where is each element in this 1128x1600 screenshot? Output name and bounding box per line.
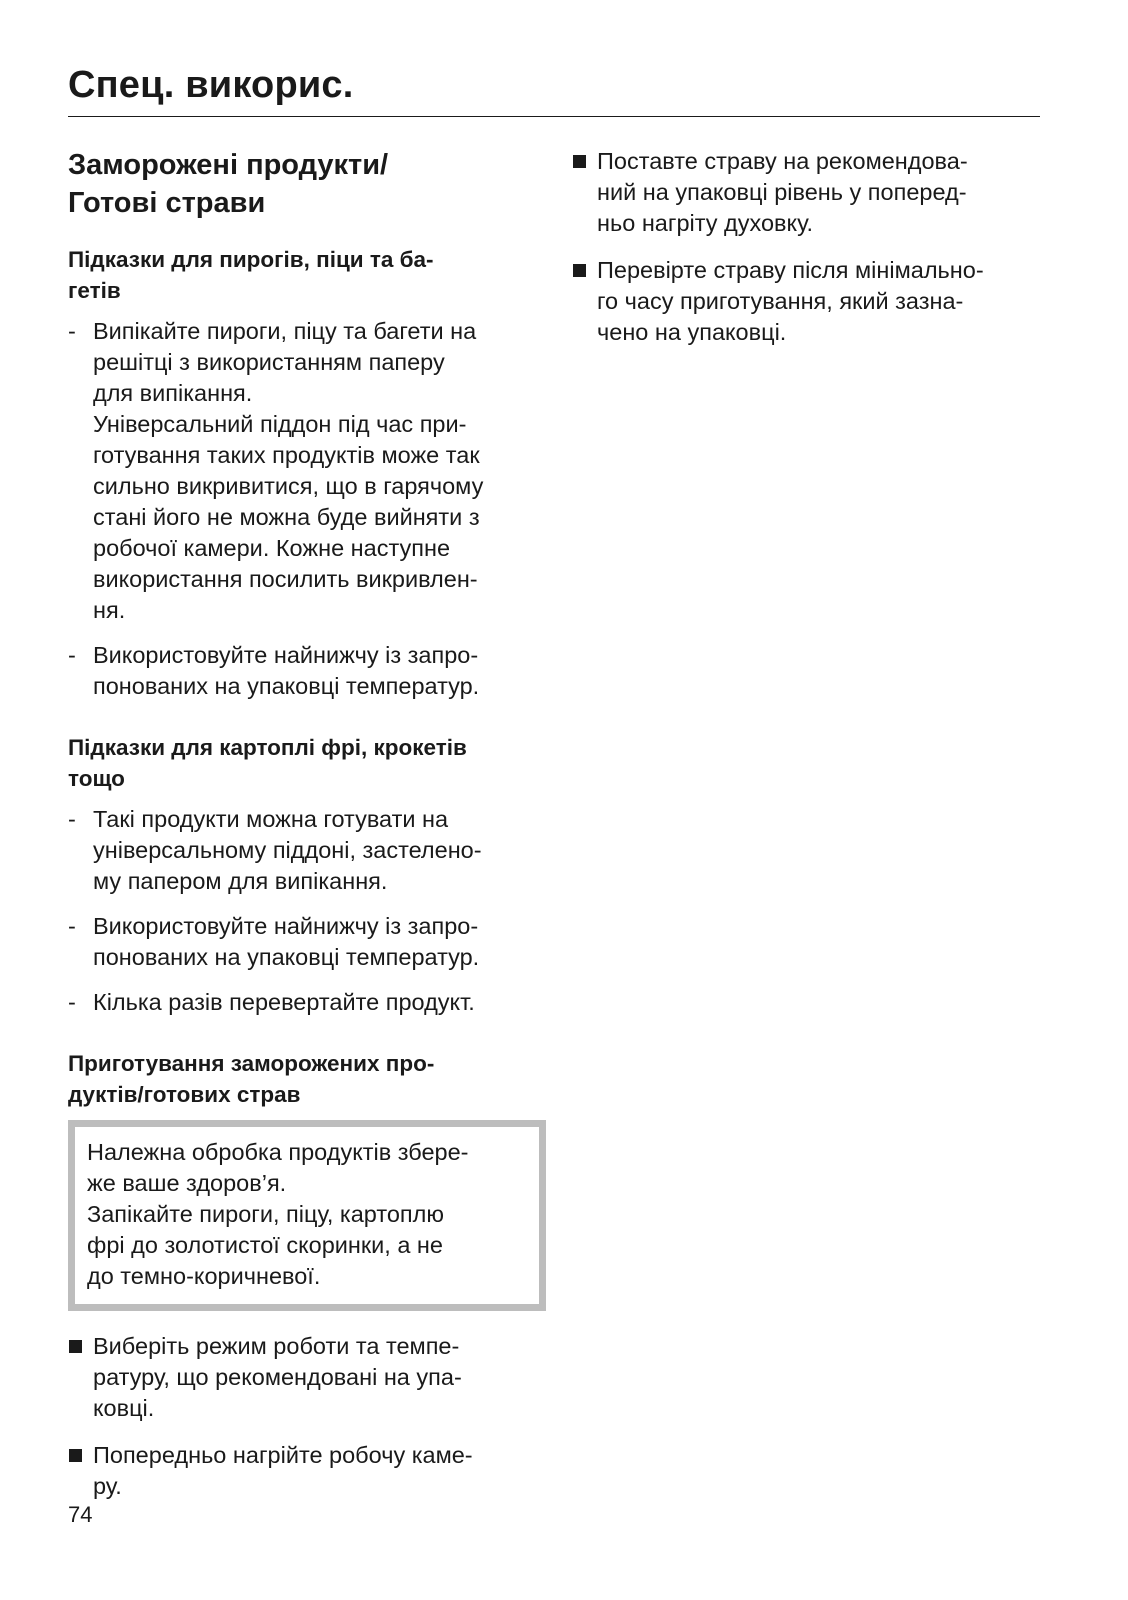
warning-box (68, 1120, 546, 1311)
text-line: Попередньо нагрійте робочу каме- (93, 1442, 473, 1468)
fries-tips-heading (68, 732, 546, 794)
text-line: сильно викривитися, що в гарячому (93, 473, 484, 499)
text-line: понованих на упаковці температур. (93, 944, 480, 970)
section-title-line: Готові страви (68, 187, 266, 219)
text-line: Використовуйте найнижчу із запро- (93, 642, 479, 668)
text-line: му папером для випікання. (93, 868, 388, 894)
square-bullet-icon (573, 155, 586, 168)
text-line: ньо нагріту духовку. (597, 210, 814, 236)
right-column (572, 146, 1040, 364)
warning-line: до темно-коричневої. (87, 1263, 321, 1289)
square-bullet-icon (69, 1340, 82, 1353)
text-line: ковці. (93, 1395, 155, 1421)
square-bullet-icon (573, 264, 586, 277)
text-line: Використовуйте найнижчу із запро- (93, 913, 479, 939)
text-line: понованих на упаковці температур. (93, 673, 480, 699)
heading-line: Підказки для пирогів, піци та ба- (68, 247, 434, 272)
instruction-step (68, 1440, 546, 1502)
dash-marker: - (68, 989, 76, 1015)
instruction-step (572, 146, 1040, 239)
section-title-line: Заморожені продукти/ (68, 149, 389, 181)
page-title: Спец. викорис. (68, 64, 354, 106)
text-line: стані його не можна буде вийняти з (93, 504, 480, 530)
heading-line: тощо (68, 766, 125, 791)
title-divider (68, 116, 1040, 117)
list-item (68, 316, 546, 626)
text-line: ний на упаковці рівень у поперед- (597, 179, 967, 205)
text-line: універсальному піддоні, застелено- (93, 837, 482, 863)
text-line: робочої камери. Кожне наступне (93, 535, 451, 561)
text-line: готування таких продуктів може так (93, 442, 480, 468)
warning-line: Належна обробка продуктів збере- (87, 1139, 469, 1165)
heading-line: Приготування заморожених про- (68, 1051, 435, 1076)
warning-line: Запікайте пироги, піцу, картоплю (87, 1201, 444, 1227)
instruction-step (572, 255, 1040, 348)
warning-line: фрі до золотистої скоринки, а не (87, 1232, 443, 1258)
text-line: Виберіть режим роботи та темпе- (93, 1333, 460, 1359)
heading-line: дуктів/готових страв (68, 1082, 301, 1107)
text-line: Поставте страву на рекомендова- (597, 148, 968, 174)
section-title (68, 146, 546, 222)
warning-line: же ваше здоров’я. (87, 1170, 287, 1196)
list-item (68, 640, 546, 702)
text-line: решітці з використанням паперу (93, 349, 445, 375)
list-item (68, 804, 546, 897)
page-number: 74 (68, 1502, 93, 1527)
list-item (68, 987, 546, 1018)
text-line: Такі продукти можна готувати на (93, 806, 449, 832)
dash-marker: - (68, 642, 76, 668)
prep-heading (68, 1048, 546, 1110)
square-bullet-icon (69, 1449, 82, 1462)
text-line: Випікайте пироги, піцу та багети на (93, 318, 477, 344)
left-column (68, 146, 546, 1518)
heading-line: Підказки для картоплі фрі, крокетів (68, 735, 467, 760)
pies-tips-heading (68, 244, 546, 306)
text-line: ру. (93, 1473, 122, 1499)
text-line: використання посилить викривлен- (93, 566, 478, 592)
dash-marker: - (68, 318, 76, 344)
list-item (68, 911, 546, 973)
text-line: Універсальний піддон під час при- (93, 411, 467, 437)
dash-marker: - (68, 806, 76, 832)
text-line: для випікання. (93, 380, 253, 406)
text-line: Перевірте страву після мінімально- (597, 257, 984, 283)
heading-line: гетів (68, 278, 121, 303)
text-line: ня. (93, 597, 126, 623)
text-line: го часу приготування, який зазна- (597, 288, 964, 314)
instruction-step (68, 1331, 546, 1424)
text-line: ратуру, що рекомендовані на упа- (93, 1364, 462, 1390)
dash-marker: - (68, 913, 76, 939)
text-line: чено на упаковці. (597, 319, 787, 345)
text-line: Кілька разів перевертайте продукт. (93, 989, 475, 1015)
